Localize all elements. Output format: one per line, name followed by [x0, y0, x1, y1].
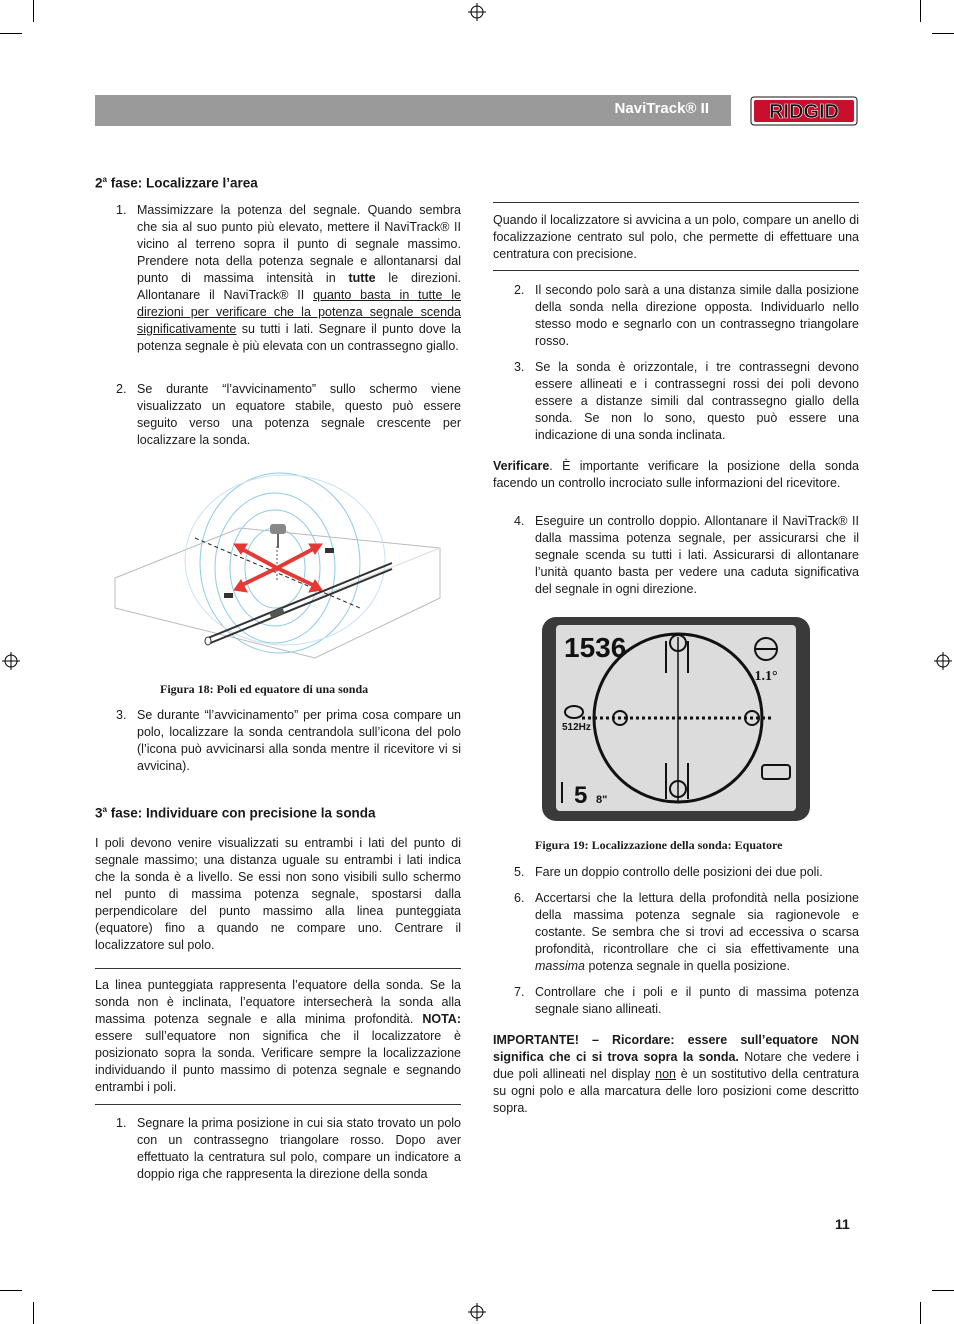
- crop-mark: [920, 0, 921, 22]
- list-item: 1. Segnare la prima posizione in cui sia stato trovato un polo con un contrassegno triangolare rosso. Dopo aver effettuato la centratura sul polo, compare un indicatore a doppio riga che rappresenta la direzione della sonda: [116, 1116, 461, 1181]
- divider: [493, 270, 859, 271]
- svg-text:512Hz: 512Hz: [562, 722, 591, 733]
- crop-mark: [33, 0, 34, 22]
- important-paragraph: IMPORTANTE! – Ricordare: essere sull’equatore NON significa che ci si trova sopra la sonda. Notare che vedere i due poli allineati nel display non è un sostitutivo della centratura su ogni polo e alla marcatura delle loro posizioni come descritto sopra.: [493, 1033, 859, 1115]
- list-item: 7. Controllare che i poli e il punto di massima potenza segnale siano allineati.: [514, 985, 859, 1016]
- crop-mark: [0, 33, 22, 34]
- phase3-heading: 3$^a$ fase: Individuare con precisione la sonda: [95, 805, 376, 821]
- list-item: 2. Il secondo polo sarà a una distanza simile dalla posizione della sonda nella direzione opposta. Individuarlo nello stesso modo e segnarlo con un contrassegno triangolare rosso.: [514, 283, 859, 348]
- crop-mark: [932, 1290, 954, 1291]
- figure18-caption: Figura 18: Poli ed equatore di una sonda: [160, 682, 369, 696]
- registration-mark-icon: [934, 652, 952, 670]
- registration-mark-icon: [468, 3, 486, 21]
- svg-text:1.1°: 1.1°: [754, 669, 778, 684]
- list-item: 4. Eseguire un controllo doppio. Allontanare il NaviTrack® II dalla massima potenza segnale, per assicurarsi che il segnale scenda su tutti i lati. Assicurarsi di allontanare l’unità quanto basta per vedere una caduta significativa del segnale in ogni direzione.: [514, 514, 859, 596]
- list-item: 5. Fare un doppio controllo delle posizioni dei due poli.: [514, 865, 823, 879]
- registration-mark-icon: [468, 1303, 486, 1321]
- list-item: 6. Accertarsi che la lettura della profondità nella posizione della massima potenza segnale sia ragionevole e costante. Se sembra che si trovi ad eccessiva o scarsa profondità, ricontrollare che ci sia effettivamente una massima potenza segnale in quella posizione.: [514, 891, 859, 973]
- svg-text:RIDGID: RIDGID: [769, 101, 839, 123]
- figure19-locator-display: [542, 617, 810, 821]
- intro-paragraph: Quando il localizzatore si avvicina a un polo, compare un anello di focalizzazione centrato sul polo, che permette di effettuare una centratura con precisione.: [493, 213, 859, 261]
- note-paragraph: La linea punteggiata rappresenta l’equatore della sonda. Se la sonda non è inclinata, l’equatore intersecherà la sonda alla massima potenza segnale e alla minima profondità. NOTA: essere sull’equatore non significa che il localizzatore è posizionato sopra la sonda. Verificare sempre la localizzazione individuando il punto massimo di potenza segnale e segnando entrambi i poli.: [95, 978, 461, 1094]
- figure18-sonde-diagram: [110, 468, 460, 668]
- registration-mark-icon: [2, 652, 20, 670]
- list-item: 3. Se la sonda è orizzontale, i tre contrassegni devono essere allineati e i contrassegni rossi dei poli devono essere a distanze simili dal contrassegno giallo della sonda. Se non lo sono, questo può essere una indicazione di una sonda inclinata.: [514, 360, 859, 442]
- phase2-heading: 2$^a$ fase: Localizzare l’area: [95, 175, 258, 191]
- crop-mark: [932, 33, 954, 34]
- list-item: 1. Massimizzare la potenza del segnale. Quando sembra che sia al suo punto più elevato, mettere il NaviTrack® II vicino al terreno sopra il punto di segnale massimo. Prendere nota della potenza segnale e allontanarsi dal punto di massima intensità in tutte le direzioni. Allontanare il NaviTrack® II quanto basta in tutte le direzioni per verificare che la potenza segnale scenda significativamente su tutti i lati. Segnare il punto dove la potenza segnale è più elevata con un contrassegno giallo.: [116, 203, 462, 353]
- crop-mark: [33, 1302, 34, 1324]
- crop-mark: [0, 1290, 22, 1291]
- list-item: 2. Se durante “l’avvicinamento” sullo schermo viene visualizzato un equatore stabile, questo può essere seguito verso una potenza segnale crescente per localizzare la sonda.: [116, 382, 461, 447]
- svg-text:8": 8": [596, 794, 608, 806]
- phase3-paragraph: I poli devono venire visualizzati su entrambi i lati del punto di segnale massimo; una distanza uguale su entrambi i lati indica che la sonda è a livello. Se essi non sono visibili sullo schermo nel punto di massima potenza segnale, spostarsi dalla perpendicolare del punto massimo alla linea punteggiata (equatore) fino a quando ne compare uno. Centrare il localizzatore sul polo.: [95, 836, 461, 952]
- crop-mark: [920, 1302, 921, 1324]
- header-title: NaviTrack® II: [614, 100, 709, 117]
- ridgid-logo: [750, 95, 858, 127]
- page-number: 11: [835, 1216, 850, 1232]
- svg-text:5: 5: [574, 782, 588, 809]
- svg-text:1536: 1536: [564, 632, 627, 663]
- divider: [493, 202, 859, 203]
- divider: [95, 1104, 461, 1105]
- figure19-caption: Figura 19: Localizzazione della sonda: Equatore: [535, 838, 783, 852]
- verify-paragraph: Verificare. È importante verificare la posizione della sonda facendo un controllo incrociato sulle informazioni del ricevitore.: [493, 459, 859, 490]
- list-item: 3. Se durante “l’avvicinamento” per prima cosa compare un polo, localizzare la sonda centrandola sull’icona del polo (l’icona può avvicinarsi alla sonda mentre il ricevitore vi si avvicina).: [116, 708, 461, 773]
- header-bar: [95, 95, 731, 126]
- divider: [95, 968, 461, 969]
